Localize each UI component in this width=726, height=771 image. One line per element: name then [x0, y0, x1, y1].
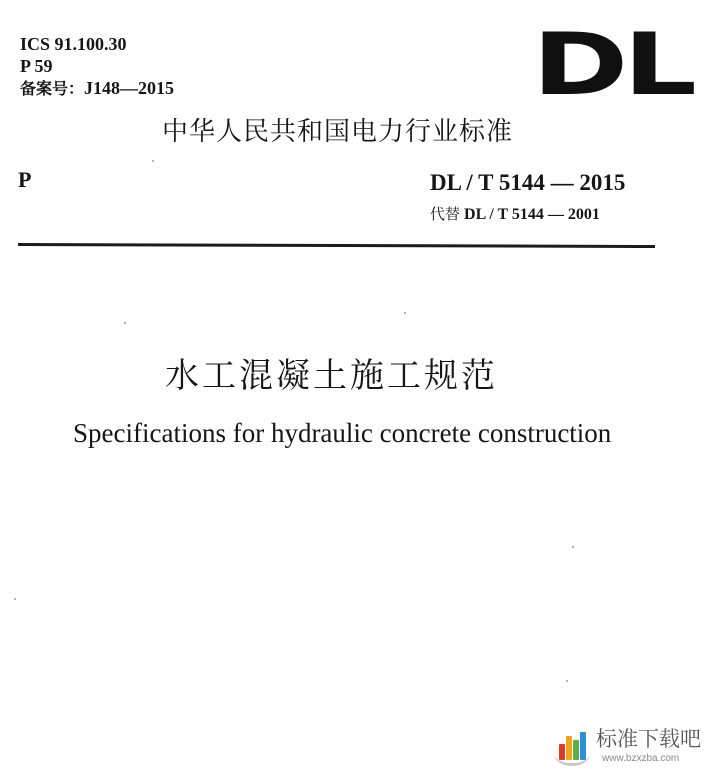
scan-speck — [124, 322, 126, 324]
category-letter: P — [18, 167, 32, 192]
p-code: P 59 — [20, 56, 53, 76]
replaces-value: DL / T 5144 — 2001 — [464, 206, 600, 223]
bar-chart-logo-icon — [550, 724, 594, 768]
record-number — [20, 78, 174, 99]
title-english: Specifications for hydraulic concrete construction — [73, 418, 612, 448]
scan-speck — [152, 160, 154, 162]
header-divider — [18, 243, 655, 248]
scan-speck — [404, 312, 406, 314]
organization-title: 中华人民共和国电力行业标准 — [162, 117, 514, 147]
replaces-line — [430, 204, 600, 225]
standard-number: DL / T 5144 — 2015 — [430, 170, 626, 195]
title-chinese: 水工混凝土施工规范 — [165, 356, 498, 396]
site-watermark — [548, 720, 726, 771]
scan-speck — [14, 598, 16, 600]
watermark-url: www.bzxzba.com — [602, 753, 680, 764]
watermark-name: 标准下载吧 — [596, 727, 701, 751]
dl-logo: DL — [532, 15, 692, 115]
scan-speck — [566, 680, 568, 682]
replaces-label: 代替 — [430, 205, 461, 223]
record-label: 备案号： — [20, 79, 85, 98]
record-value: J148—2015 — [84, 78, 175, 98]
scan-speck — [572, 546, 574, 548]
ics-code: ICS 91.100.30 — [20, 34, 127, 54]
